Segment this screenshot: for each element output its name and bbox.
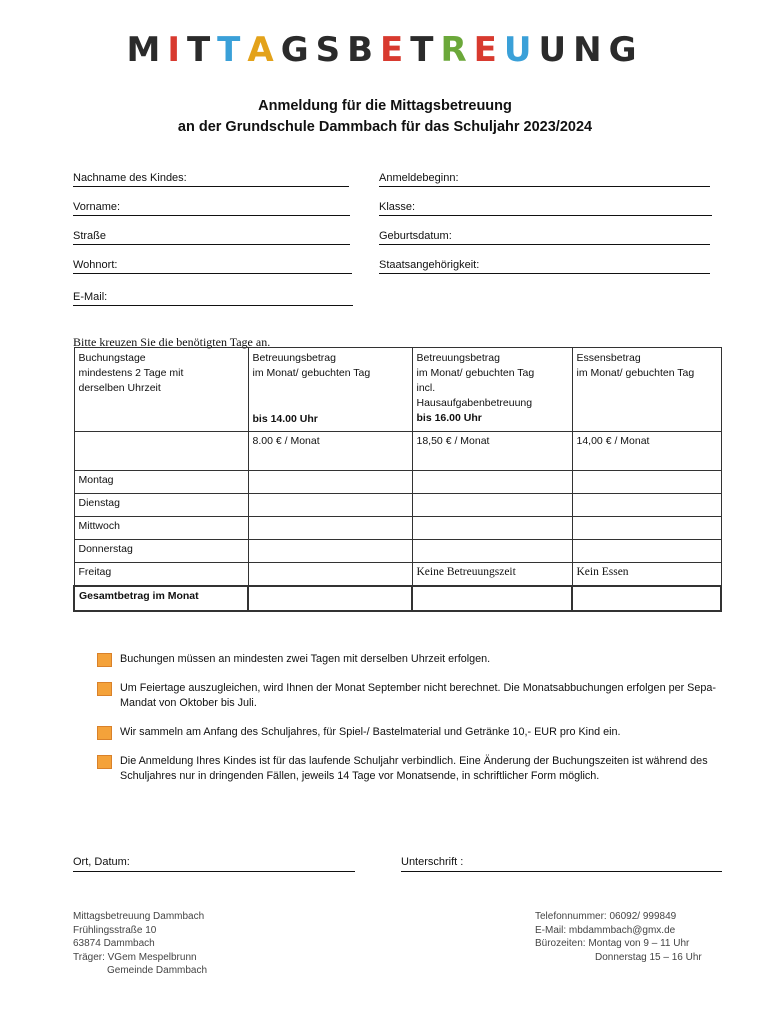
staatsangehoerigkeit-label: Staatsangehörigkeit: bbox=[379, 259, 480, 271]
checkbox-cell-donnerstag-essen[interactable] bbox=[572, 540, 721, 563]
logo-letter: N bbox=[573, 30, 609, 70]
klasse-field[interactable] bbox=[379, 200, 712, 216]
logo-letter: E bbox=[380, 30, 411, 70]
footer-address bbox=[73, 910, 207, 978]
day-label-donnerstag: Donnerstag bbox=[74, 540, 248, 563]
price-16: 18,50 € / Monat bbox=[412, 432, 572, 471]
checkbox-cell-mittwoch-essen[interactable] bbox=[572, 517, 721, 540]
unterschrift-field[interactable] bbox=[401, 856, 722, 872]
header-buchungstage bbox=[74, 348, 248, 432]
logo-letter: R bbox=[440, 30, 474, 70]
header-line: Betreuungsbetrag bbox=[416, 352, 500, 364]
price-empty-cell bbox=[74, 432, 248, 471]
table-instruction: Bitte kreuzen Sie die benötigten Tage an. bbox=[73, 335, 271, 349]
wohnort-field[interactable] bbox=[73, 258, 352, 274]
logo-letter: E bbox=[473, 30, 504, 70]
logo-letter: G bbox=[608, 30, 644, 70]
logo-letter: I bbox=[167, 30, 187, 70]
header-line: im Monat/ gebuchten Tag bbox=[416, 367, 535, 379]
bullet-box-icon bbox=[97, 653, 112, 667]
footer-contact bbox=[535, 910, 702, 964]
header-line: im Monat/ gebuchten Tag bbox=[252, 367, 371, 379]
anmeldebeginn-field[interactable] bbox=[379, 171, 710, 187]
bullet-item bbox=[97, 725, 737, 740]
logo-letter: T bbox=[217, 30, 248, 70]
bullet-item bbox=[97, 652, 737, 667]
checkbox-cell-mittwoch-14[interactable] bbox=[248, 517, 412, 540]
staatsangehoerigkeit-field[interactable] bbox=[379, 258, 710, 274]
footer-line: Gemeinde Dammbach bbox=[107, 965, 208, 976]
klasse-label: Klasse: bbox=[379, 201, 416, 213]
bullet-text: Um Feiertage auszugleichen, wird Ihnen der Monat September nicht berechnet. Die Monatsabbuchungen erfolgen per Sepa-Mandat von Oktober bis Juli. bbox=[120, 682, 716, 709]
geburtsdatum-field[interactable] bbox=[379, 229, 710, 245]
header-betreuung-16 bbox=[412, 348, 572, 432]
total-label: Gesamtbetrag im Monat bbox=[74, 586, 248, 611]
header-line: derselben Uhrzeit bbox=[78, 382, 161, 394]
footer-line: Telefonnummer: 06092/ 999849 bbox=[535, 911, 677, 922]
bullet-text: Wir sammeln am Anfang des Schuljahres, für Spiel-/ Bastelmaterial und Getränke 10,- EUR pro Kind ein. bbox=[120, 726, 621, 738]
email-label: E-Mail: bbox=[73, 291, 108, 303]
total-cell-14[interactable] bbox=[248, 586, 412, 611]
nachname-field[interactable] bbox=[73, 171, 349, 187]
logo-letter: A bbox=[247, 30, 281, 70]
logo-letter: S bbox=[315, 30, 348, 70]
header-time-16: bis 16.00 Uhr bbox=[416, 412, 482, 424]
logo-letter: B bbox=[347, 30, 381, 70]
day-label-freitag: Freitag bbox=[74, 563, 248, 587]
vorname-field[interactable] bbox=[73, 200, 350, 216]
header-essen bbox=[572, 348, 721, 432]
logo-letter: U bbox=[503, 30, 539, 70]
footer-line: E-Mail: mbdammbach@gmx.de bbox=[535, 924, 676, 936]
header-line: Betreuungsbetrag bbox=[252, 352, 336, 364]
strasse-field[interactable] bbox=[73, 229, 350, 245]
checkbox-cell-freitag-14[interactable] bbox=[248, 563, 412, 587]
ort-datum-field[interactable] bbox=[73, 856, 355, 872]
vorname-label: Vorname: bbox=[73, 201, 121, 213]
booking-table bbox=[73, 347, 722, 612]
nachname-label: Nachname des Kindes: bbox=[73, 172, 187, 184]
footer-line: Träger: VGem Mespelbrunn bbox=[73, 951, 197, 963]
checkbox-cell-montag-essen[interactable] bbox=[572, 471, 721, 494]
bullet-text: Die Anmeldung Ihres Kindes ist für das laufende Schuljahr verbindlich. Eine Änderung der Buchungszeiten ist während des Schuljahres nur in dringenden Fällen, jeweils 14 Tage vor Monatsende, in schriftlicher Form möglich. bbox=[120, 755, 708, 782]
header-line: Buchungstage bbox=[78, 352, 146, 364]
page-title bbox=[0, 96, 770, 138]
footer-line: Frühlingsstraße 10 bbox=[73, 924, 157, 936]
checkbox-cell-montag-14[interactable] bbox=[248, 471, 412, 494]
header-line: mindestens 2 Tage mit bbox=[78, 367, 184, 379]
title-line-1: Anmeldung für die Mittagsbetreuung bbox=[258, 98, 512, 114]
header-line: Essensbetrag bbox=[576, 352, 641, 364]
logo-letter: G bbox=[280, 30, 316, 70]
footer-line: Bürozeiten: Montag von 9 – 11 Uhr bbox=[535, 938, 690, 949]
logo-mittagsbetreuung bbox=[0, 30, 770, 70]
checkbox-cell-dienstag-14[interactable] bbox=[248, 494, 412, 517]
info-bullets bbox=[97, 652, 737, 798]
checkbox-cell-donnerstag-14[interactable] bbox=[248, 540, 412, 563]
bullet-box-icon bbox=[97, 726, 112, 740]
header-line: Hausaufgabenbetreuung bbox=[416, 397, 533, 409]
unterschrift-label: Unterschrift : bbox=[401, 856, 464, 868]
logo-letter: T bbox=[410, 30, 441, 70]
footer-line: 63874 Dammbach bbox=[73, 938, 155, 949]
price-14: 8.00 € / Monat bbox=[248, 432, 412, 471]
total-cell-16[interactable] bbox=[412, 586, 572, 611]
freitag-keine-betreuung: Keine Betreuungszeit bbox=[412, 563, 572, 587]
bullet-item bbox=[97, 754, 737, 784]
checkbox-cell-donnerstag-16[interactable] bbox=[412, 540, 572, 563]
bullet-box-icon bbox=[97, 682, 112, 696]
day-label-mittwoch: Mittwoch bbox=[74, 517, 248, 540]
header-betreuung-14 bbox=[248, 348, 412, 432]
strasse-label: Straße bbox=[73, 230, 107, 242]
header-line: incl. bbox=[416, 382, 436, 394]
day-label-montag: Montag bbox=[74, 471, 248, 494]
footer-line: Donnerstag 15 – 16 Uhr bbox=[595, 951, 702, 963]
footer-line: Mittagsbetreuung Dammbach bbox=[73, 911, 205, 922]
anmeldebeginn-label: Anmeldebeginn: bbox=[379, 172, 459, 184]
checkbox-cell-mittwoch-16[interactable] bbox=[412, 517, 572, 540]
price-essen: 14,00 € / Monat bbox=[572, 432, 721, 471]
geburtsdatum-label: Geburtsdatum: bbox=[379, 230, 452, 242]
logo-letter: M bbox=[126, 30, 168, 70]
bullet-box-icon bbox=[97, 755, 112, 769]
header-line: im Monat/ gebuchten Tag bbox=[576, 367, 695, 379]
checkbox-cell-dienstag-16[interactable] bbox=[412, 494, 572, 517]
bullet-text: Buchungen müssen an mindesten zwei Tagen mit derselben Uhrzeit erfolgen. bbox=[120, 653, 491, 665]
total-cell-essen[interactable] bbox=[572, 586, 721, 611]
bullet-item bbox=[97, 681, 737, 711]
ort-datum-label: Ort, Datum: bbox=[73, 856, 130, 868]
email-field[interactable] bbox=[73, 290, 353, 306]
wohnort-label: Wohnort: bbox=[73, 259, 118, 271]
freitag-kein-essen: Kein Essen bbox=[572, 563, 721, 587]
checkbox-cell-montag-16[interactable] bbox=[412, 471, 572, 494]
header-time-14: bis 14.00 Uhr bbox=[252, 413, 318, 425]
checkbox-cell-dienstag-essen[interactable] bbox=[572, 494, 721, 517]
day-label-dienstag: Dienstag bbox=[74, 494, 248, 517]
logo-letter: U bbox=[538, 30, 574, 70]
title-line-2: an der Grundschule Dammbach für das Schuljahr 2023/2024 bbox=[177, 119, 593, 135]
logo-letter: T bbox=[186, 30, 218, 70]
